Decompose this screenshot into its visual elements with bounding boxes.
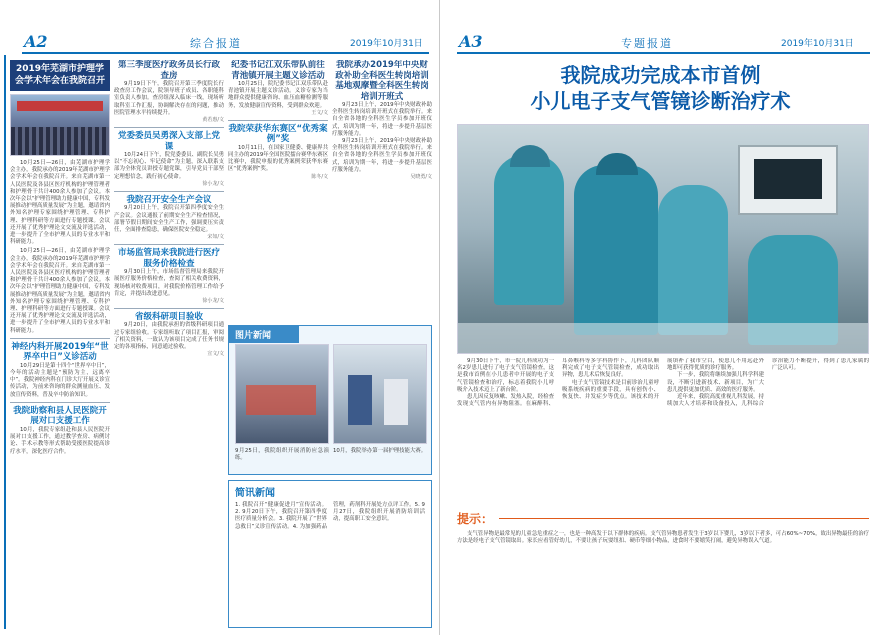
stroke-day-headline: 神经内科开展2019年“世界卒中日”义诊活动 <box>11 341 109 363</box>
brief-news-title: 简讯新闻 <box>235 488 275 499</box>
party-lesson-body: 10月24日下午，院党委委员、副院长吴勇以“不忘初心、牢记使命”为主题，深入联系支部为全体党员讲授专题党课，引导党员干部坚定理想信念，践行初心使命。 <box>114 152 224 180</box>
hexian-support-headline: 我院助察和县人民医院开展对口支援工作 <box>13 405 107 427</box>
research-body: 9月20日，由我院承担的省级科研项目通过专家组验收。专家组听取了项目汇报，审阅了相关资料，一致认为该项目完成了任务书规定的各项指标，同意通过验收。 <box>114 322 224 351</box>
safety-meeting-headline: 我院召开安全生产会议 <box>126 194 212 205</box>
feature-headline-line-1: 我院成功完成本市首例 <box>560 63 761 87</box>
page-header-right <box>441 30 880 54</box>
page-number-right: A3 <box>459 32 483 51</box>
clinic-headline: 纪委书记江双乐带队前往青池镇开展主题义诊活动 <box>231 60 325 81</box>
header-rule <box>22 52 429 54</box>
award-body: 10月11日，在国家卫健委、健康界共同主办的2019年全国医院擂台赛华东赛区比赛中，我院申报的优秀案例荣获华东赛区“优秀案例”奖。 <box>228 144 328 173</box>
lead-body-continued: 10月25日—26日，由芜湖市护理学会主办，我院承办的2019年芜湖市护理学会学术年会在我院召开。来自芜湖市第一人民医院及各县区医疗机构的护理管理者和护理骨干共计400余人参加了会议。本次年会以“护理管理助力健康中国，专科发展推动护理高质量发展”为主题，邀请省内外知名护理专家围绕护理管理、专科护理、护理科研等方面进行专题授课。会议还开展了优秀护理论文交流及评选活动，进一步提升了全市护理人员的专业水平和科研能力。 <box>10 248 110 334</box>
page-header <box>0 30 439 54</box>
tip-title: 提示： <box>457 512 494 526</box>
issue-date-right: 2019年10月31日 <box>781 39 854 49</box>
brief-news-box <box>228 480 432 628</box>
party-lesson-headline: 党委委员吴勇深入支部上党课 <box>117 131 220 152</box>
lead-body: 10月25日—26日，由芜湖市护理学会主办，我院承办的2019年芜湖市护理学会学术年会在我院召开。来自芜湖市第一人民医院及各县区医疗机构的护理管理者和护理骨干共计400余人参加了会议。本次年会以“护理管理助力健康中国，专科发展推动护理高质量发展”为主题，邀请省内外知名护理专家围绕护理管理、专科护理、护理科研等方面进行专题授课。会议还开展了优秀护理论文交流及评选活动，进一步提升了全市护理人员的专业水平和科研能力。 <box>10 160 110 246</box>
page-a3 <box>441 0 880 635</box>
price-check-byline: 徐小龙/文 <box>202 297 224 304</box>
left-margin-bar <box>4 55 6 629</box>
lead-headline: 2019年芜湖市护理学会学术年会在我院召开 <box>10 60 110 91</box>
section-title: 综合报道 <box>190 37 242 50</box>
column-1 <box>10 60 110 630</box>
feature-headline-line-2: 小儿电子支气管镜诊断治疗术 <box>530 89 791 113</box>
award-byline: 陈冬/文 <box>311 173 328 180</box>
research-headline: 省级科研项目验收 <box>134 311 203 322</box>
safety-meeting-body: 9月20日上午，我院召开第四季度安全生产会议。会议通报了前期安全生产检查情况，部署节假日期间安全生产工作，强调要压实责任，全面排查隐患，确保医院安全稳定。 <box>114 205 224 233</box>
photo-news-image-2 <box>333 344 427 444</box>
issue-date: 2019年10月31日 <box>350 39 423 49</box>
gp-training-byline: 吴晓勇/文 <box>410 174 432 181</box>
photo-news-caption-2: 10月，我院举办第一届护理技能大赛。 <box>333 448 427 454</box>
photo-news-image-1 <box>235 344 329 444</box>
lead-photo <box>10 94 110 156</box>
brief-news-body: 1. 我院召开“健康促进月”宣传活动。2. 9月20日下午，我院召开第四季度医疗质量分析会。3. 我院开展了“世界急救日”义诊宣传活动。4. 为加强药品管理，药剂科开展处方点评工作。5. 9月27日，我院组织开展消防培训活动，提高职工安全意识。 <box>235 502 425 530</box>
research-byline: 宣文/文 <box>207 351 224 358</box>
article-paragraph-3: 电子支气管镜技术是目前诊治儿童呼吸系统疾病的重要手段，具有创伤小、恢复快、并发症少等优点。该技术的开展填补了我市空白，使患儿不用远赴外地即可获得优质的诊疗服务。 <box>562 358 764 401</box>
feature-article <box>457 358 869 506</box>
article-paragraph-2: 患儿因反复咳嗽、发热入院，经检查发现支气管内有异物阻塞。在麻醉科、耳鼻喉科等多学科协作下，儿科团队顺利完成了电子支气管镜检查，成功取出异物，患儿术后恢复良好。 <box>457 358 659 408</box>
section-title-right: 专题报道 <box>621 37 673 50</box>
party-lesson-byline: 徐小龙/文 <box>202 180 224 187</box>
tip-section <box>457 510 869 630</box>
photo-news-title: 图片新闻 <box>229 326 299 343</box>
gp-training-body-continued: 9月23日上午，2019年中央财政补助全科医生转岗培训开班式在我院举行。来自全省各地的全科医生学员参加开班仪式，培训为期一年，将进一步提升基层医疗服务能力。 <box>332 138 432 173</box>
article-paragraph-4: 下一步，我院将继续加强儿科学科建设，不断引进新技术、新项目，为广大患儿提供更加优质、高效的医疗服务。 <box>667 372 764 393</box>
gp-training-body: 9月23日上午，2019年中央财政补助全科医生转岗培训开班式在我院举行。来自全省各地的全科医生学员参加开班仪式，培训为期一年，将进一步提升基层医疗服务能力。 <box>332 102 432 137</box>
safety-meeting-byline: 宋如/文 <box>207 234 224 241</box>
feature-photo <box>457 124 869 354</box>
column-3 <box>228 60 328 320</box>
stroke-day-body: 10月29日是第十四个“世界卒中日”，今年的活动主题是“预防为主，远离卒中”。我院神经内科在门诊大厅开展义诊宣传活动，为前来咨询的群众测量血压、发放宣传资料，普及卒中防治知识。 <box>10 362 110 398</box>
column-4 <box>332 60 432 320</box>
round-headline: 第三季度医疗政务员长行政查房 <box>117 60 220 81</box>
tip-body: 支气管异物是最常见的儿童急危重症之一，也是一种高发于以下群体的疾病。支气管异物患者发生于3岁以下婴儿，3岁以下者多，可占60%~70%，故出异物最佳的治疗方法是经电子支气管镜取出。家长应看管好幼儿，不要让孩子玩耍纽扣、硬币等细小物品，进食时不要嬉笑打闹，避免异物误入气道。 <box>457 531 869 545</box>
photo-news-caption-1: 9月25日，我院组织开展消防应急演练。 <box>235 448 329 462</box>
hexian-support-body: 10月，我院专家组赴和县人民医院开展对口支援工作，通过教学查房、病例讨论、手术示教等形式帮助受援医院提高诊疗水平，深化医疗合作。 <box>10 426 110 455</box>
feature-headline <box>461 62 860 114</box>
clinic-body: 10月25日，院纪委书记江双乐带队赴青池镇开展主题义诊活动。义诊专家为当地群众提供健康咨询、血压血糖检测等服务，发放健康宣传资料，受到群众欢迎。 <box>228 81 328 109</box>
column-2 <box>114 60 224 630</box>
article-paragraph-1: 9月30日下午，市一院儿科成功为一名2岁患儿进行了电子支气管镜检查，这是我市首例在小儿患者中开展的电子支气管镜检查和治疗，标志着我院小儿呼吸介入技术迈上了新台阶。 <box>457 358 554 393</box>
photo-news-box <box>228 325 432 475</box>
price-check-headline: 市场监管局来我院进行医疗服务价格检查 <box>117 248 220 269</box>
round-body: 9月19日下午，我院召开第三季度院长行政查房工作会议，院领导班子成员、各职能科室负责人参加。查房组深入临床一线，现场听取科室工作汇报，协调解决存在的问题，推动医院管理水平持续提升。 <box>114 81 224 116</box>
price-check-body: 9月30日上午，市场监督管理局来我院开展医疗服务价格检查，查阅了相关收费资料，现场核对收费项目，对我院价格管理工作给予肯定，并提出改进意见。 <box>114 269 224 297</box>
clinic-byline: 王文/文 <box>311 109 328 116</box>
header-rule-right <box>457 52 870 54</box>
article-paragraph-5: 近年来，我院高度重视儿科发展，持续加大人才培养和设备投入，儿科综合诊治能力不断提升，得到了患儿家属的广泛认可。 <box>667 358 869 408</box>
page-number: A2 <box>24 32 48 51</box>
round-byline: 黄若惠/文 <box>202 117 224 124</box>
gp-training-headline: 我院承办2019年中央财政补助全科医生转岗培训基地观摩暨全科医生转岗培训开班式 <box>335 60 429 102</box>
award-headline: 我院荣获华东赛区“优秀案例”奖 <box>228 123 328 145</box>
